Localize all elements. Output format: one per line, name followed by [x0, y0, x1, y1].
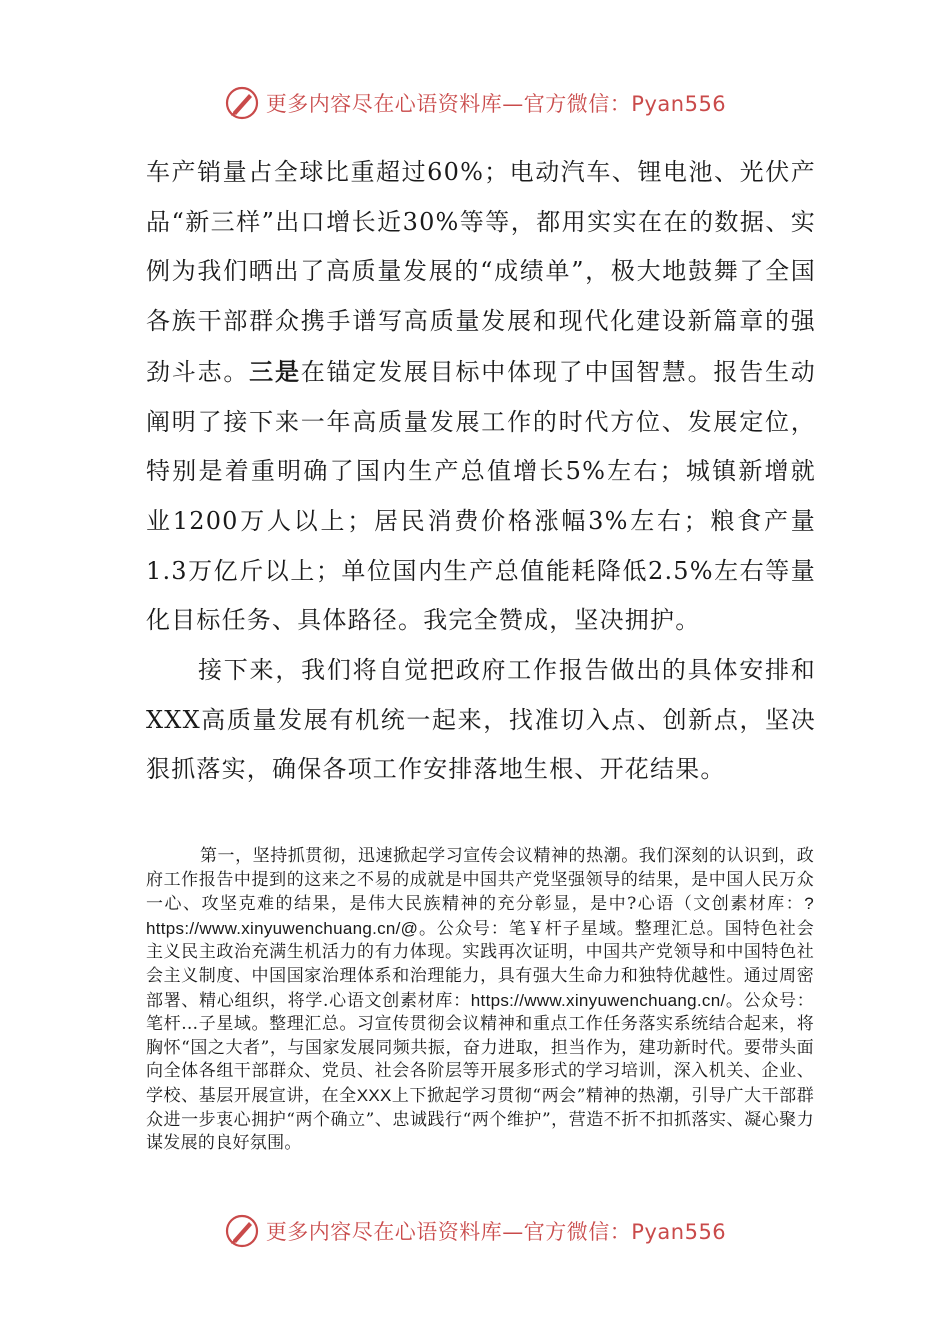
- paragraph-1-continued: 在锚定发展目标中体现了中国智慧。报告生动阐明了接下来一年高质量发展工作的时代方位、发展定位，特别是着重明确了国内生产总值增长5%左右；城镇新增就业1200万人以上；居民消费价格涨幅3%左右；粮食产量1.3万亿斤以上；单位国内生产总值能耗降低2.5%左右等量化目标任务、具体路径。我完全赞成，坚决拥护。: [146, 357, 816, 635]
- p3-text-3: 。公众号：笔杆…子星域。整理汇总。习宣传贯彻会议精神和重点工作任务落实系统结合起来，将胸怀“国之大者”，与国家发展同频共振，奋力进取，担当作为，建功新时代。要带头面向全体各组干部群众、党员、社会各阶层等开展多形式的学习培训，深入机关、企业、学校、基层开展宣讲，在全: [146, 990, 815, 1106]
- p3-text-1: 第一，坚持抓贯彻，迅速掀起学习宣传会议精神的热潮。我们深刻的认识到，政府工作报告中提到的这来之不易的成就是中国共产党坚强领导的结果，是中国人民万众一心、攻坚克难的结果，是伟大民族精神的充分彰显，是中?心语（文创素材库：: [146, 846, 814, 915]
- main-body: [146, 148, 816, 795]
- url-link-2[interactable]: https://www.xinyuwenchuang.cn/: [470, 990, 726, 1010]
- bold-lead: 三是: [249, 356, 301, 386]
- header-banner: [0, 78, 950, 128]
- paragraph-3: [146, 845, 814, 1156]
- url-link-1[interactable]: ?https://www.xinyuwenchuang.cn/@: [146, 894, 814, 938]
- footer-banner: [0, 1206, 950, 1256]
- pen-logo-icon: [224, 85, 260, 121]
- paragraph-1: [146, 148, 816, 646]
- paragraph-2: 接下来，我们将自觉把政府工作报告做出的具体安排和XXX高质量发展有机统一起来，找准切入点、创新点，坚决狠抓落实，确保各项工作安排落地生根、开花结果。: [146, 656, 816, 784]
- pen-logo-icon: [224, 1213, 260, 1249]
- p3-text-4: 上下掀起学习贯彻“两会”精神的热潮，引导广大干部群众进一步衷心拥护“两个确立”、忠诚践行“两个维护”，营造不折不扣抓落实、凝心聚力谋发展的良好氛围。: [146, 1085, 814, 1154]
- placeholder-xxx: XXX: [356, 1085, 392, 1105]
- banner-text: 更多内容尽在心语资料库—官方微信：Pyan556: [265, 92, 727, 116]
- small-text-section: [146, 845, 814, 1156]
- paragraph-1-text: 车产销量占全球比重超过60%；电动汽车、锂电池、光伏产品“新三样”出口增长近30%等等，都用实实在在的数据、实例为我们晒出了高质量发展的“成绩单”，极大地鼓舞了全国各族干部群众携手谱写高质量发展和现代化建设新篇章的强劲斗志。: [146, 158, 816, 386]
- p3-text-2: 。公众号：笔￥杆子星域。整理汇总。国特色社会主义民主政治充满生机活力的有力体现。实践再次证明，中国共产党领导和中国特色社会主义制度、中国国家治理体系和治理能力，具有强大生命力和独特优越性。通过周密部署、精心组织，将学.心语文创素材库：: [146, 918, 814, 1011]
- banner-text: 更多内容尽在心语资料库—官方微信：Pyan556: [265, 1220, 727, 1244]
